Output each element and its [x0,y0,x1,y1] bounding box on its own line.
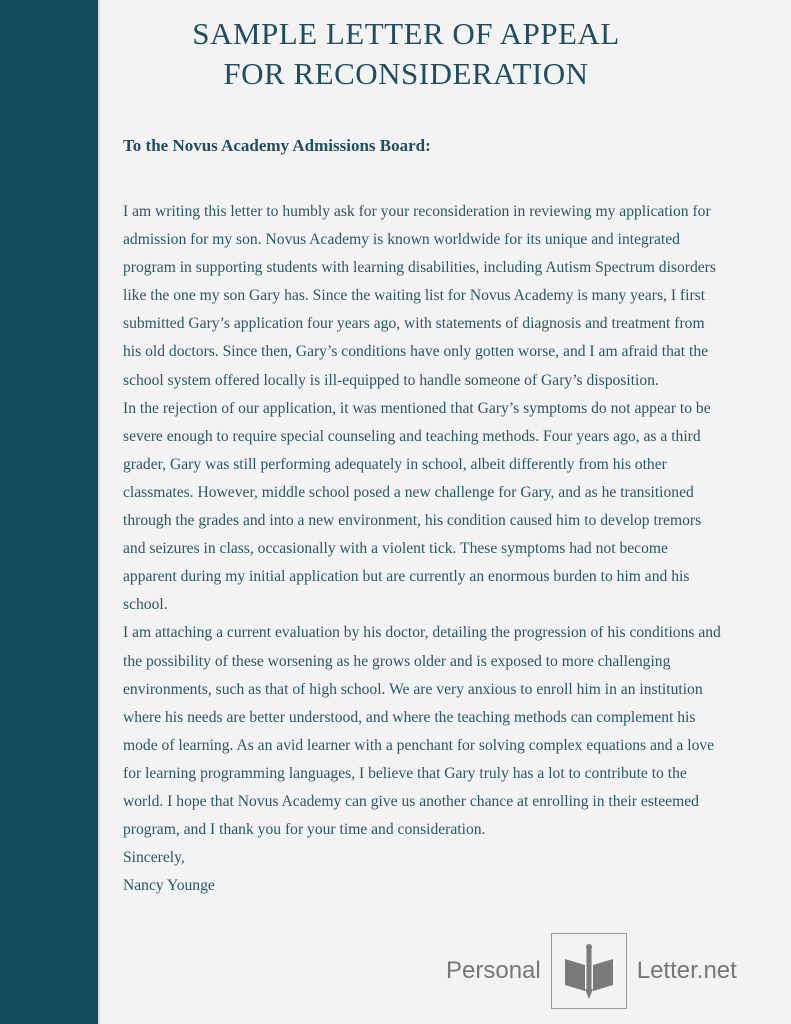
sidebar-edge [98,0,100,1024]
logo-box [551,933,627,1009]
salutation: To the Novus Academy Admissions Board: [123,136,431,155]
paragraph-1: I am writing this letter to humbly ask for your reconsideration in reviewing my application for admission for my son. Novus Academy is known worldwide for its unique and integrated program in supporting students with learning disabilities, including Autism Spectrum disorders like the one my son Gary has. Since the waiting list for Novus Academy is many years, I first submitted Gary’s application four years ago, with statements of diagnosis and treatment from his old doctors. Since then, Gary’s conditions have only gotten worse, and I am afraid that the school system offered locally is ill-equipped to handle someone of Gary’s disposition. [123,203,716,389]
personal-letter-logo [446,938,737,1004]
title-line-1: SAMPLE LETTER OF APPEAL [192,16,620,51]
title-line-2: FOR RECONSIDERATION [223,56,589,91]
page-title [100,14,712,94]
book-pen-icon [561,941,617,1001]
letter-body [123,198,723,900]
signature: Nancy Younge [123,877,215,895]
closing: Sincerely, [123,849,185,867]
paragraph-2: In the rejection of our application, it was mentioned that Gary’s symptoms do not appear to be severe enough to require special counseling and teaching methods. Four years ago, as a third grader, Gary was still performing adequately in school, albeit differently from his other classmates. However, middle school posed a new challenge for Gary, and as he transitioned through the grades and into a new environment, his condition caused him to develop tremors and seizures in class, occasionally with a violent tick. These symptoms had not become apparent during my initial application but are currently an enormous burden to him and his school. [123,399,711,614]
logo-right-text: Letter.net [636,957,737,984]
paragraph-3: I am attaching a current evaluation by his doctor, detailing the progression of his conditions and the possibility of these worsening as he grows older and is exposed to more challenging environments, such as that of high school. We are very anxious to enroll him in an institution where his needs are better understood, and where the teaching methods can complement his mode of learning. As an avid learner with a penchant for solving complex equations and a love for learning programming languages, I believe that Gary truly has a lot to contribute to the world. I hope that Novus Academy can give us another chance at enrolling in their esteemed program, and I thank you for your time and consideration. [123,624,721,839]
logo-left-text: Personal [446,957,541,984]
sidebar-band [0,0,98,1024]
